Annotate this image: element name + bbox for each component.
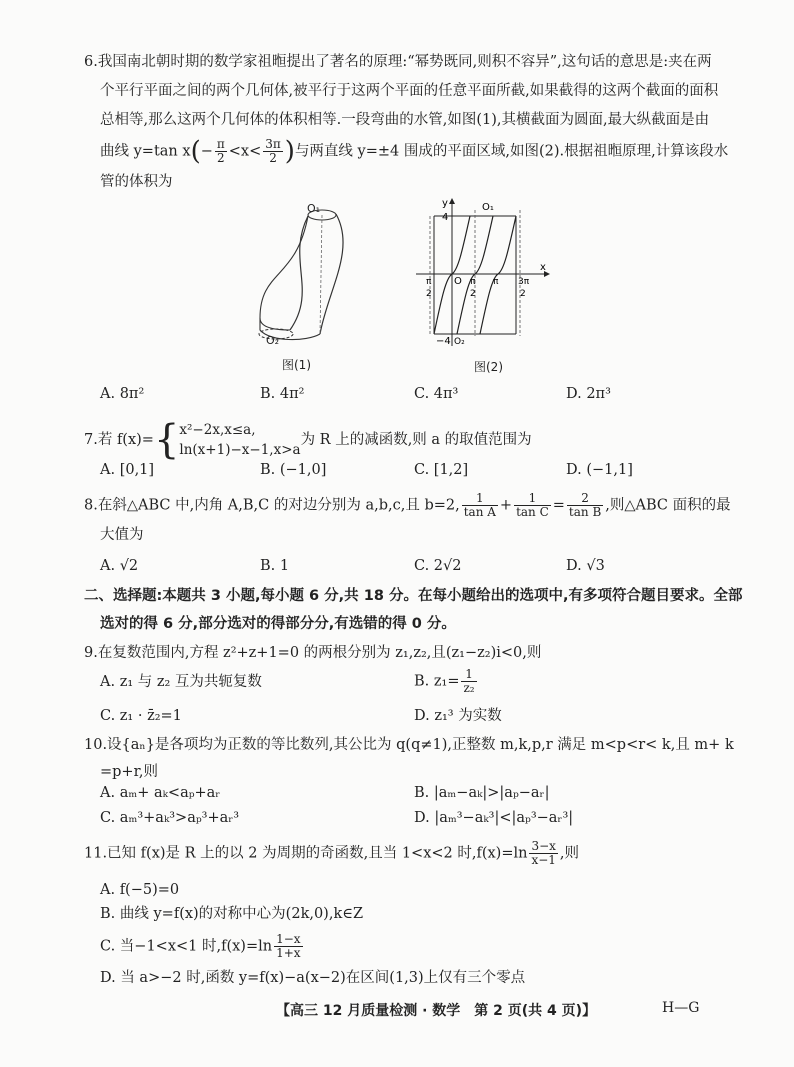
q9-stem: 9.在复数范围内,方程 z²+z+1=0 的两根分别为 z₁,z₂,且(z₁−z₂)i<0,则 (84, 645, 542, 661)
q7-option-b: B. (−1,0] (260, 462, 327, 478)
q6-line2: 个平行平面之间的两个几何体,被平行于这两个平面的任意平面所截,如果截得的这两个截面的面积 (100, 83, 719, 99)
q11-option-c: C. 当−1<x<1 时,f(x)=ln $\frac{1-x}{1+x}$ (100, 932, 301, 960)
q8-option-c: C. 2√2 (414, 558, 462, 574)
fig1-caption: 图(1) (282, 358, 311, 372)
fraction: $\frac{3\pi}{2}$ (265, 137, 281, 165)
q6-line5: 管的体积为 (100, 174, 173, 190)
tick-neg-pi-half-num: π (426, 277, 432, 287)
q6-line4: 曲线 y=tan x(− $\frac{\pi}{2}$ <x< $\frac{3\pi}{2}$ )与两直线 y=±4 围成的平面区域,如图(2).根据祖暅原理,计算该段水 (100, 136, 729, 167)
fraction: $\frac{\pi}{2}$ (216, 137, 225, 165)
q11-stem: 11.已知 f(x)是 R 上的以 2 为周期的奇函数,且当 1<x<2 时,f(x)=ln $\frac{3-x}{x-1}$ ,则 (84, 839, 580, 867)
origin-label: O (454, 276, 462, 287)
q10-line2: =p+r,则 (100, 764, 159, 780)
q8-line2: 大值为 (100, 527, 144, 543)
y-axis-label: y (442, 198, 448, 209)
q6-line1: 6.我国南北朝时期的数学家祖暅提出了著名的原理:“幂势既同,则积不容异”,这句话的意思是:夹在两 (84, 54, 712, 70)
section-2-line2: 选对的得 6 分,部分选对的得部分分,有选错的得 0 分。 (100, 616, 456, 632)
q10-option-a: A. aₘ+ aₖ<aₚ+aᵣ (100, 785, 221, 801)
tick-neg-pi-half-den: 2 (426, 289, 432, 299)
q6-option-c: C. 4π³ (414, 386, 459, 402)
tick-pi-half-num: π (470, 277, 476, 287)
q8-option-d: D. √3 (566, 558, 605, 574)
q6-line3: 总相等,那么这两个几何体的体积相等.一段弯曲的水管,如图(1),其横截面为圆面,最大纵截面是由 (100, 112, 710, 128)
q9-option-b: B. z₁= $\frac{1}{\text{z₂}}$ (414, 667, 475, 695)
fig1-label-o1: O₁ (307, 202, 321, 215)
tick-neg4: −4 (436, 336, 451, 347)
o1-label: O₁ (482, 202, 494, 213)
figure-2-tan-graph (412, 196, 552, 356)
q6-option-b: B. 4π² (260, 386, 305, 402)
figure-1-pipe (246, 200, 356, 350)
x-axis-label: x (540, 262, 546, 273)
tick-pi: π (493, 277, 499, 287)
o2-label: O₂ (454, 337, 465, 347)
page-footer: 【高三 12 月质量检测 · 数学 第 2 页(共 4 页)】 (276, 1003, 597, 1019)
q7-option-d: D. (−1,1] (566, 462, 633, 478)
q7-stem: 7.若 f(x)={ x²−2x,x≤a, ln(x+1)−x−1,x>a 为 R 上的减函数,则 a 的取值范围为 (84, 417, 532, 463)
tick-3pi-half-den: 2 (520, 289, 526, 299)
q10-option-b: B. |aₘ−aₖ|>|aₚ−aᵣ| (414, 785, 550, 801)
fig2-caption: 图(2) (474, 360, 503, 374)
q8-stem: 8.在斜△ABC 中,内角 A,B,C 的对边分别为 a,b,c,且 b=2, $\frac{1}{\text{tan A}}$ + $\frac{1}{\text{tan C}}$ = $\frac{2}{\text{tan B}}$ ,则△ABC 面积的最 (84, 491, 731, 519)
q11-option-a: A. f(−5)=0 (100, 882, 180, 898)
q11-option-b: B. 曲线 y=f(x)的对称中心为(2k,0),k∈Z (100, 906, 364, 922)
tick-4: 4 (442, 212, 449, 223)
q9-option-a: A. z₁ 与 z₂ 互为共轭复数 (100, 674, 262, 690)
q7-option-a: A. [0,1] (100, 462, 155, 478)
q10-line1: 10.设{aₙ}是各项均为正数的等比数列,其公比为 q(q≠1),正整数 m,k,p,r 满足 m<p<r< k,且 m+ k (84, 737, 734, 753)
section-2-line1: 二、选择题:本题共 3 小题,每小题 6 分,共 18 分。在每小题给出的选项中,有多项符合题目要求。全部 (84, 588, 743, 604)
tick-3pi-half-num: 3π (518, 277, 530, 287)
q10-option-c: C. aₘ³+aₖ³>aₚ³+aᵣ³ (100, 810, 240, 826)
q9-option-c: C. z₁ · z̄₂=1 (100, 708, 182, 724)
q11-option-d: D. 当 a>−2 时,函数 y=f(x)−a(x−2)在区间(1,3)上仅有三个零点 (100, 970, 526, 986)
fig1-label-o2: O₂ (266, 334, 280, 347)
q8-option-a: A. √2 (100, 558, 139, 574)
tick-pi-half-den: 2 (470, 289, 476, 299)
q9-option-d: D. z₁³ 为实数 (414, 708, 502, 724)
q10-option-d: D. |aₘ³−aₖ³|<|aₚ³−aᵣ³| (414, 810, 574, 826)
paper-code: H—G (662, 1000, 700, 1016)
q6-option-d: D. 2π³ (566, 386, 611, 402)
q8-option-b: B. 1 (260, 558, 290, 574)
q6-option-a: A. 8π² (100, 386, 145, 402)
q7-option-c: C. [1,2] (414, 462, 469, 478)
